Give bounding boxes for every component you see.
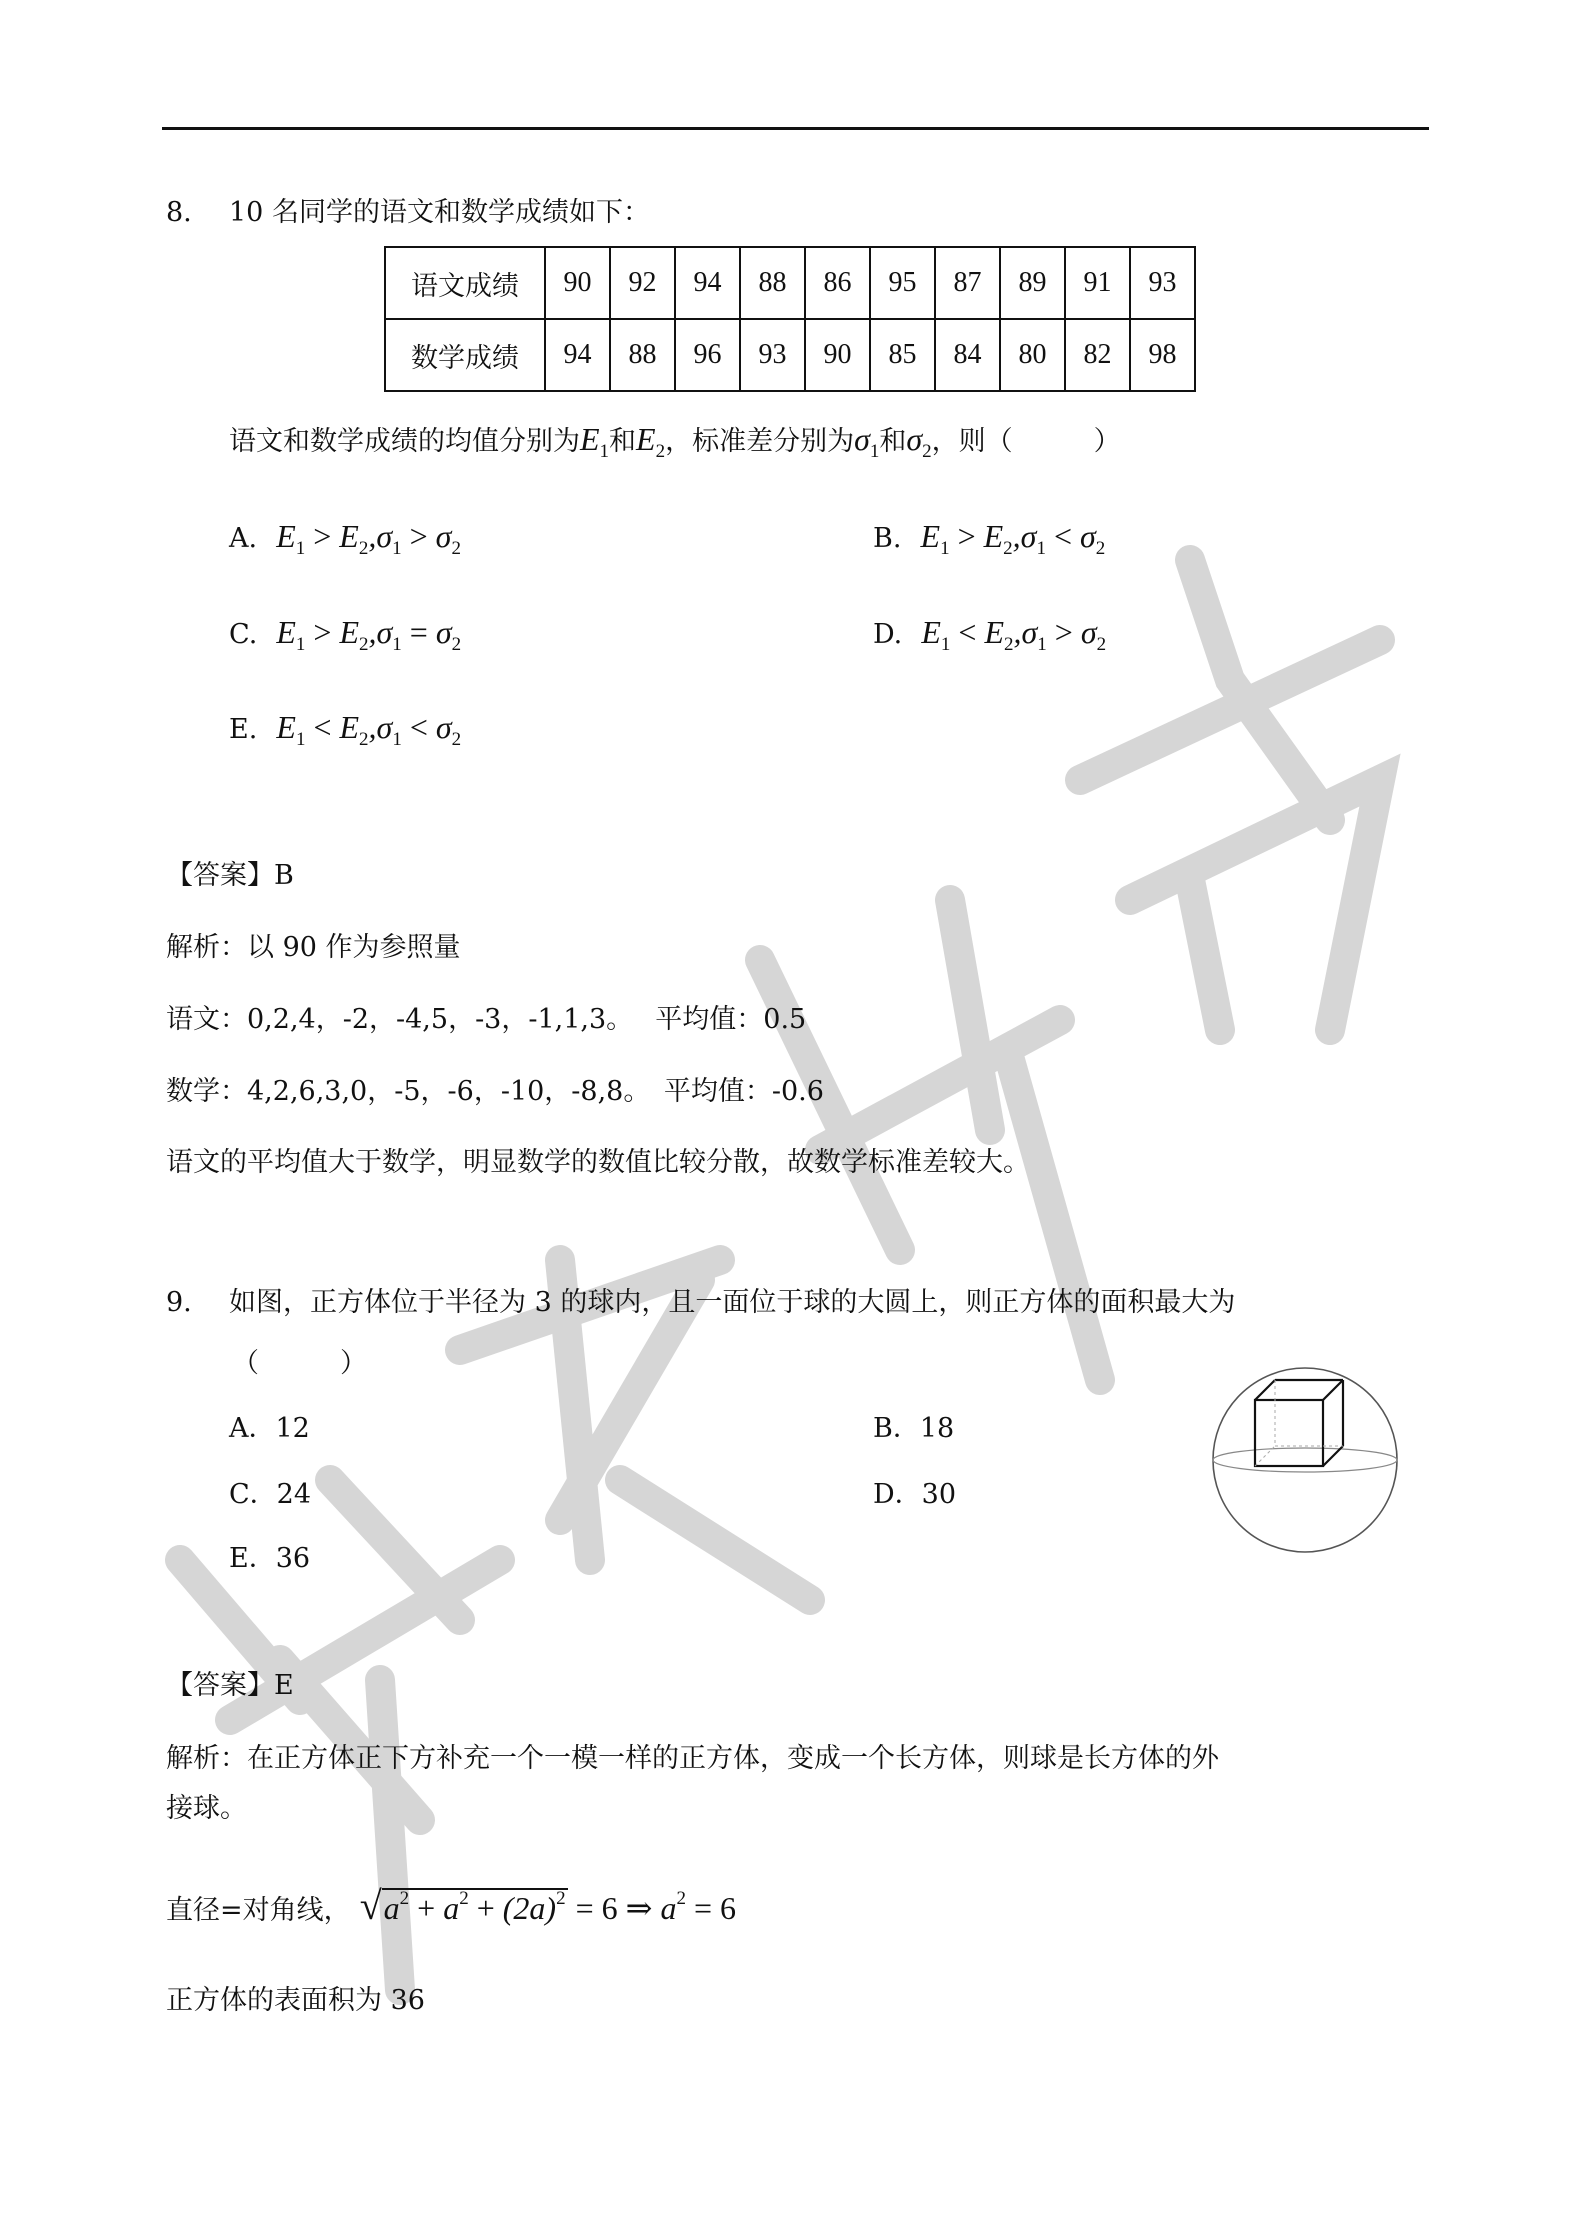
q9-solution-line: 解析：在正方体正下方补充一个一模一样的正方体，变成一个长方体，则球是长方体的外 — [166, 1743, 1219, 1774]
table-cell: 89 — [1000, 247, 1065, 319]
q8-question: 语文和数学成绩的均值分别为$E_1$和$E_2$，标准差分别为$\sigma_1$和$\sigma_2$，则（ ） — [229, 421, 1121, 462]
table-cell: 88 — [740, 247, 805, 319]
table-cell: 94 — [545, 319, 610, 391]
q9-result: 正方体的表面积为 36 — [166, 1985, 425, 2016]
great-circle — [1213, 1448, 1397, 1472]
q9-option-b: B．18 — [873, 1413, 955, 1444]
q9-stem: 如图，正方体位于半径为 3 的球内，且一面位于球的大圆上，则正方体的面积最大为 — [229, 1287, 1236, 1318]
q9-option-e: E．36 — [229, 1543, 311, 1574]
q8-solution-line: 语文的平均值大于数学，明显数学的数值比较分散，故数学标准差较大。 — [166, 1147, 1030, 1178]
row-label-math: 数学成绩 — [385, 319, 545, 391]
q8-option-d: D. $E_1 < E_2,\sigma_1 > \sigma_2$ — [873, 614, 1107, 655]
q9-option-a: A．12 — [229, 1413, 310, 1444]
table-cell: 91 — [1065, 247, 1130, 319]
q9-answer-paren: （ ） — [232, 1348, 367, 1379]
q9-number: 9. — [166, 1287, 192, 1318]
q9-option-d: D．30 — [873, 1479, 957, 1510]
table-row — [385, 247, 1195, 319]
q8-option-e: E. $E_1 < E_2,\sigma_1 < \sigma_2$ — [229, 709, 462, 750]
table-cell: 95 — [870, 247, 935, 319]
table-cell: 93 — [1130, 247, 1195, 319]
q8-option-b: B. $E_1 > E_2,\sigma_1 < \sigma_2$ — [873, 518, 1106, 559]
q9-answer: 【答案】E — [166, 1670, 294, 1701]
q8-solution-line: 解析：以 90 作为参照量 — [166, 932, 461, 963]
table-row — [385, 319, 1195, 391]
q8-option-a: A. $E_1 > E_2,\sigma_1 > \sigma_2$ — [229, 518, 461, 559]
table-cell: 90 — [545, 247, 610, 319]
q9-solution-line: 接球。 — [166, 1793, 247, 1824]
row-label-chinese: 语文成绩 — [385, 247, 545, 319]
sphere-cube-figure — [1205, 1360, 1405, 1560]
table-cell: 90 — [805, 319, 870, 391]
table-cell: 96 — [675, 319, 740, 391]
table-cell: 94 — [675, 247, 740, 319]
table-cell: 80 — [1000, 319, 1065, 391]
q9-option-c: C．24 — [229, 1479, 312, 1510]
table-cell: 87 — [935, 247, 1000, 319]
sqrt-formula: $√a^2 + a^2 + (2a)^2 = 6$ ⇒ $a^2 = 6$ — [359, 1883, 736, 1928]
table-cell: 82 — [1065, 319, 1130, 391]
table-cell: 88 — [610, 319, 675, 391]
table-cell: 93 — [740, 319, 805, 391]
q8-solution-line: 语文：0,2,4，-2，-4,5，-3，-1,1,3。 平均值：0.5 — [166, 1004, 807, 1035]
q8-number: 8. — [166, 197, 192, 228]
q8-option-c: C. $E_1 > E_2,\sigma_1 = \sigma_2$ — [229, 614, 462, 655]
top-rule — [162, 127, 1429, 130]
table-cell: 92 — [610, 247, 675, 319]
q9-formula-line: 直径=对角线， $√a^2 + a^2 + (2a)^2 = 6$ ⇒ $a^2 = 6$ — [166, 1883, 736, 1928]
q8-answer: 【答案】B — [166, 860, 294, 891]
table-cell: 98 — [1130, 319, 1195, 391]
table-cell: 85 — [870, 319, 935, 391]
table-cell: 86 — [805, 247, 870, 319]
scores-table — [384, 246, 1196, 392]
q8-stem: 10 名同学的语文和数学成绩如下： — [229, 197, 650, 228]
table-cell: 84 — [935, 319, 1000, 391]
sphere-outline — [1213, 1368, 1397, 1552]
q8-solution-line: 数学：4,2,6,3,0，-5，-6，-10，-8,8。 平均值：-0.6 — [166, 1076, 824, 1107]
